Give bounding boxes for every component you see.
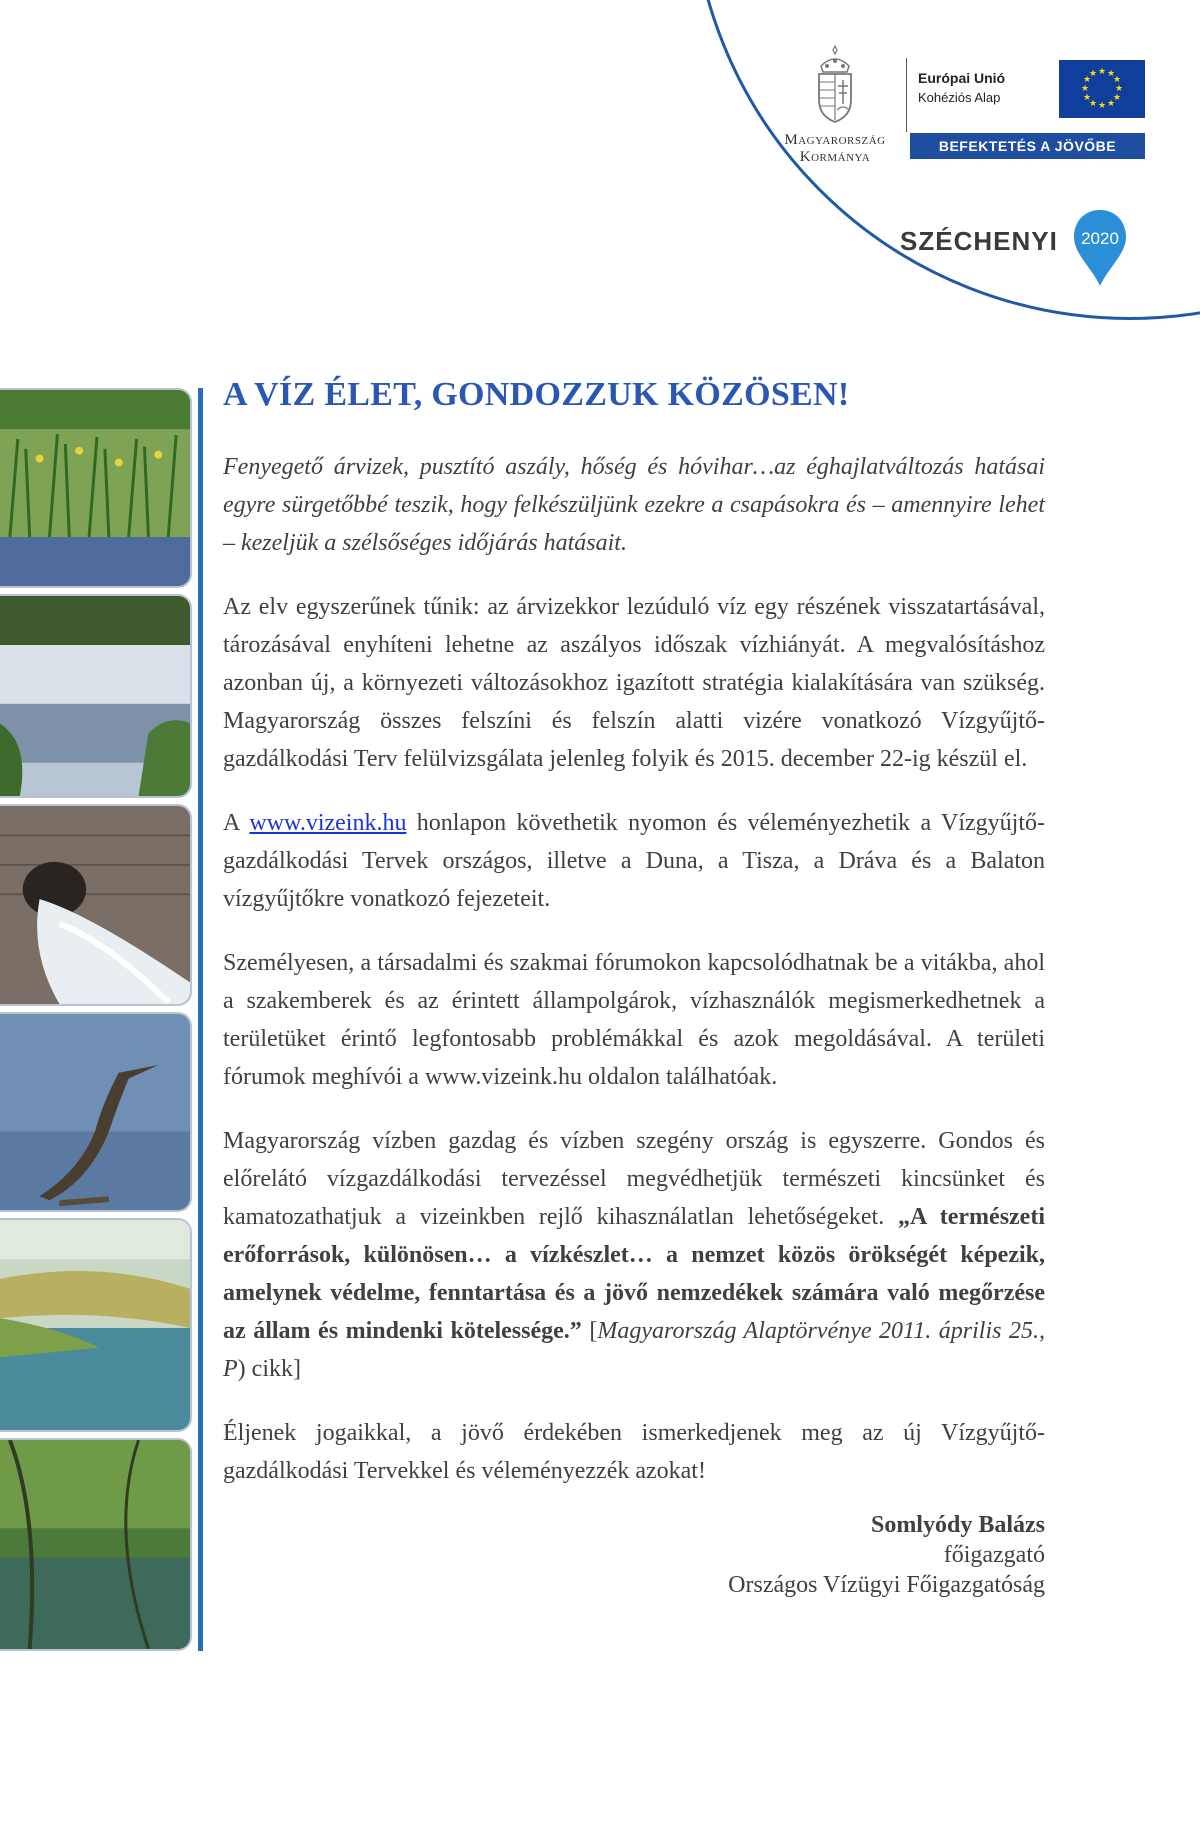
- photo-strip-edge: [198, 388, 203, 1651]
- constitution-ref-open: [: [589, 1318, 598, 1344]
- cormorant-photo: [0, 1012, 192, 1212]
- svg-text:★: ★: [1088, 99, 1098, 109]
- szechenyi-year: 2020: [1081, 229, 1119, 248]
- constitution-quote: „A természeti erőforrások, különösen… a vízkészlet… a nemzet közös örökségét képezik, amelynek védelme, fenntartása és a jövő nemzedékek számára való megőrzése az állam és mindenki kötelessége.”: [223, 1204, 1045, 1344]
- document-title: A VÍZ ÉLET, GONDOZZUK KÖZÖSEN!: [223, 376, 850, 413]
- constitution-paragraph-lead: Magyarország vízben gazdag és vízben szegény ország is egyszerre. Gondos és előrelátó vízgazdálkodási tervezéssel megvédhetjük természeti kincsünket és kamatozathatjuk a vizeinkben rejlő kihasználatlan lehetőségeket.: [223, 1128, 1045, 1230]
- gov-logo-line1: Magyarország: [784, 132, 886, 148]
- svg-text:★: ★: [1106, 99, 1116, 109]
- map-pin-icon: [1070, 208, 1130, 288]
- svg-text:★: ★: [1112, 75, 1122, 85]
- gov-logo-line2: Kormánya: [799, 149, 871, 165]
- reed-shore-photo: [0, 1218, 192, 1432]
- hungarian-coat-of-arms-icon: [813, 44, 857, 126]
- website-paragraph-rest: honlapon követhetik nyomon és véleményezhetik a Vízgyűjtő-gazdálkodási Tervek országos, illetve a Duna, a Tisza, a Dráva és a Balaton vízgyűjtőkre vonatkozó fejezeteit.: [223, 810, 1046, 912]
- constitution-ref-close: ) cikk]: [237, 1356, 301, 1382]
- eu-subtitle: Kohéziós Alap: [918, 90, 1001, 105]
- signatory-name: Somlyódy Balázs: [870, 1512, 1045, 1538]
- closing-paragraph: Éljenek jogaikkal, a jövő érdekében ismerkedjenek meg az új Vízgyűjtő-gazdálkodási Tervekkel és véleményezzék azokat!: [223, 1420, 1045, 1484]
- szechenyi-wordmark: SZÉCHENYI: [900, 226, 1058, 256]
- svg-text:★: ★: [1088, 69, 1098, 79]
- eu-label: [918, 70, 1005, 105]
- strategy-paragraph: Az elv egyszerűnek tűnik: az árvizekkor lezúduló víz egy részének visszatartásával, tározásával enyhíteni lehetne az aszályos időszak vízhiányát. A megvalósításhoz azonban új, a környezeti változásokhoz igazított stratégia kialakítására van szükség. Magyarország összes felszíni és felszín alatti vizére vonatkozó Vízgyűjtő-gazdálkodási Terv felülvizsgálata jelenleg folyik és 2015. december 22-ig készül el.: [223, 594, 1045, 772]
- svg-text:★: ★: [1080, 84, 1090, 94]
- forest-river-photo: [0, 1438, 192, 1651]
- intro-paragraph: Fenyegető árvizek, pusztító aszály, hőség és hóvihar…az éghajlatváltozás hatásai egyre sürgetőbbé teszik, hogy felkészüljünk ezekre a csapásokra és – amennyire lehet – kezeljük a szélsőséges időjárás hatásait.: [223, 454, 1045, 556]
- hungarian-government-logo: [770, 44, 900, 166]
- website-paragraph-lead: A: [223, 810, 250, 836]
- constitution-ref-source: Magyarország Alaptörvénye 2011. április 25., P: [223, 1318, 1046, 1382]
- photo-strip: [0, 388, 203, 1651]
- vizeink-link[interactable]: www.vizeink.hu: [249, 810, 407, 836]
- website-paragraph: [223, 804, 1045, 918]
- water-outflow-pipe-photo: [0, 804, 192, 1006]
- svg-text:★: ★: [1082, 75, 1092, 85]
- lake-reflection-photo: [0, 594, 192, 798]
- eu-flag-icon: [1059, 60, 1145, 118]
- iris-marsh-photo: [0, 388, 192, 588]
- svg-text:★: ★: [1106, 69, 1116, 79]
- svg-text:★: ★: [1082, 93, 1092, 103]
- svg-text:★: ★: [1114, 84, 1124, 94]
- constitution-paragraph: [223, 1122, 1045, 1388]
- eu-title: Európai Unió: [918, 70, 1006, 86]
- document-body: [223, 376, 1045, 1600]
- signatory-role: főigazgató: [943, 1542, 1045, 1568]
- svg-text:★: ★: [1097, 67, 1107, 77]
- signatory-organization: Országos Vízügyi Főigazgatóság: [728, 1572, 1045, 1598]
- svg-text:★: ★: [1097, 101, 1107, 111]
- logo-divider: [906, 58, 907, 132]
- signature-block: [223, 1510, 1045, 1600]
- forums-paragraph: Személyesen, a társadalmi és szakmai fórumokon kapcsolódhatnak be a vitákba, ahol a szakemberek és az érintett állampolgárok, vízhasználók megismerkedhetnek a területüket érintő legfontosabb problémákkal és azok megoldásával. A területi fórumok meghívói a www.vizeink.hu oldalon találhatóak.: [223, 950, 1045, 1090]
- invest-in-future-banner: BEFEKTETÉS A JÖVŐBE: [910, 133, 1145, 159]
- svg-text:★: ★: [1112, 93, 1122, 103]
